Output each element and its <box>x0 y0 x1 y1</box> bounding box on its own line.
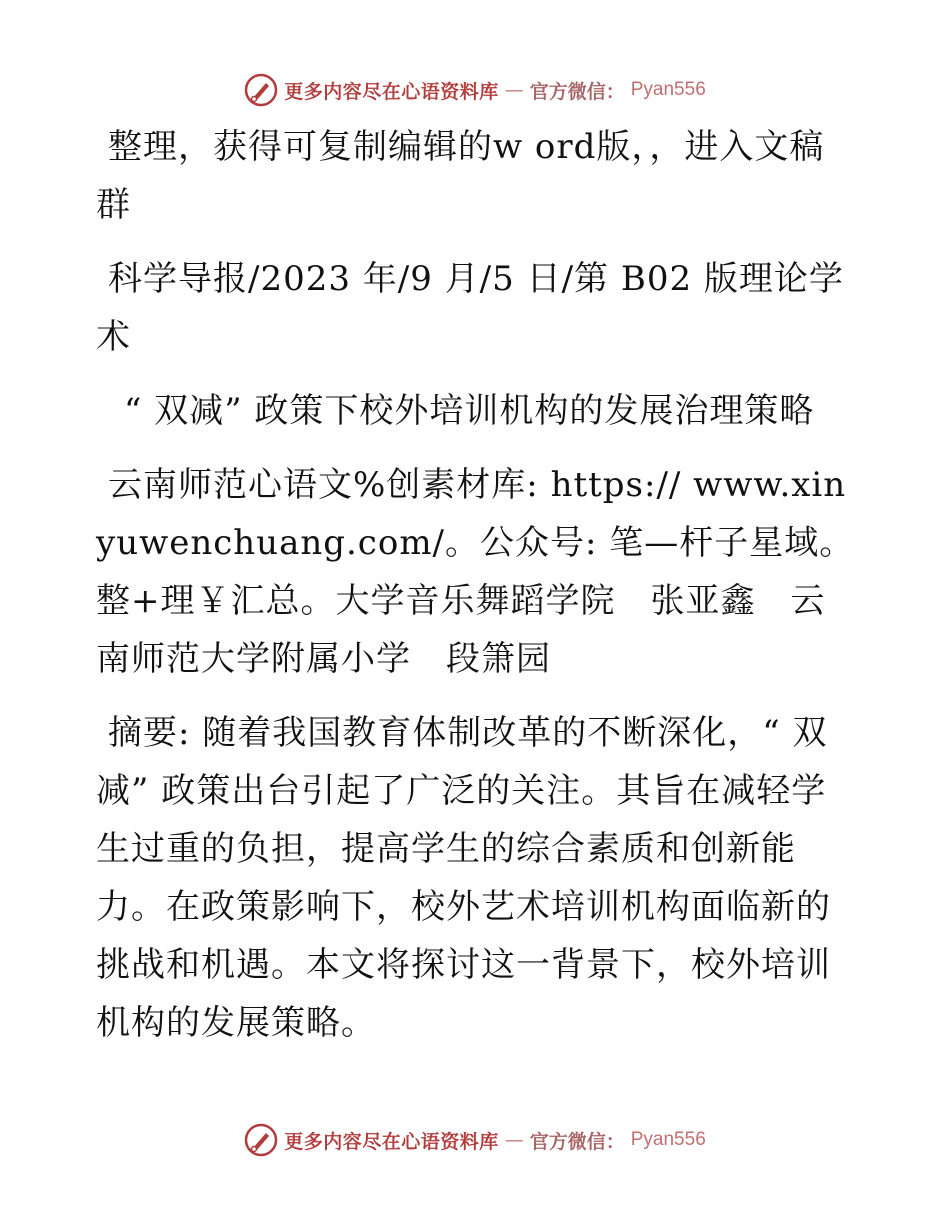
watermark-header <box>0 70 950 110</box>
watermark-sub-text: 官方微信： <box>529 1130 625 1153</box>
watermark-sub-text: 官方微信： <box>529 80 625 103</box>
watermark-main-text: 更多内容尽在心语资料库 <box>284 1130 499 1153</box>
watermark-id: Pyan556 <box>630 79 706 100</box>
author-paragraph: 云南师范心语文%创素材库: https:// www.xinyuwenchuang.com/。公众号: 笔—杆子星域。整+理￥汇总。大学音乐舞蹈学院 张亚鑫 云南师范大学附属小学 段箫园 <box>96 465 855 679</box>
watermark-footer <box>0 1120 950 1160</box>
watermark-separator: — <box>504 79 524 101</box>
source-line: 科学导报/2023 年/9 月/5 日/第 B02 版理论学术 <box>96 259 844 357</box>
pen-badge-icon <box>244 73 278 107</box>
watermark-id: Pyan556 <box>630 1129 706 1150</box>
document-body <box>96 118 856 1068</box>
intro-paragraph: 整理，获得可复制编辑的w ord版，，进入文稿群 <box>96 127 825 225</box>
abstract-paragraph: 摘要: 随着我国教育体制改革的不断深化，“ 双减” 政策出台引起了广泛的关注。其旨在减轻学生过重的负担，提高学生的综合素质和创新能力。在政策影响下，校外艺术培训机构面临新的挑战和机遇。本文将探讨这一背景下，校外培训机构的发展策略。 <box>96 713 831 1043</box>
watermark-main-text: 更多内容尽在心语资料库 <box>284 80 499 103</box>
watermark-separator: — <box>504 1129 524 1151</box>
article-title: “ 双减” 政策下校外培训机构的发展治理策略 <box>124 391 815 431</box>
pen-badge-icon <box>244 1123 278 1157</box>
